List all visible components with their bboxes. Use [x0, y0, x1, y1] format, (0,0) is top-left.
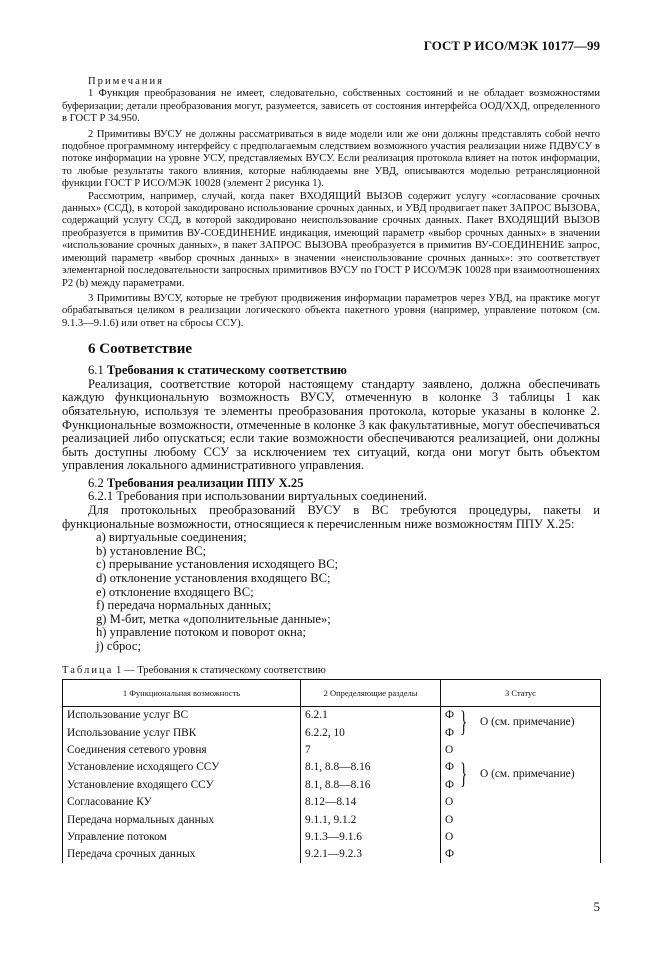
list-item: h) управление потоком и поворот окна; — [96, 625, 306, 640]
sections-cell: 8.1, 8.8—8.16 — [301, 759, 441, 776]
caption-text: 1 — Требования к статическому соответствию — [116, 664, 326, 676]
list-item: g) М-бит, метка «дополнительные данные»; — [96, 611, 331, 626]
table-header-row — [63, 679, 601, 706]
document-header-id: ГОСТ Р ИСО/МЭК 10177—99 — [423, 38, 600, 53]
sections-cell: 8.1, 8.8—8.16 — [301, 776, 441, 793]
notes-block — [62, 76, 600, 330]
status-cell: Ф — [441, 776, 601, 793]
note-2: 2 Примитивы ВУСУ не должны рассматриваться в виде модели или же они должны представлять собой нечто подобное программному интерфейсу с предполагаемым следствием возможного участия реализации ниже ПДВУСУ в потоке информации на уровне УСУ, представляемых ВУСУ. Если реализация протокола влияет на поток информации, то любые результаты такого влияния, которые наблюдаемы вне УВД, описываются моделью ретрансляционной функции ГОСТ Р ИСО/МЭК 10028 (элемент 2 рисунка 1). — [62, 128, 600, 190]
note-1: 1 Функция преобразования не имеет, следовательно, собственных состояний и не обладает возможностями буферизации; детали преобразования могут, разумеется, зависеть от состояния интерфейса ООД/ХХД, определенного в ГОСТ Р 34.950. — [62, 88, 600, 125]
capability-cell: Соединения сетевого уровня — [63, 741, 301, 758]
list-item: j) сброс; — [96, 639, 141, 653]
caption-label: Таблица — [62, 664, 114, 676]
note-3: 3 Примитивы ВУСУ, которые не требуют продвижения информации параметров через УВД, на практике могут обрабатываться целиком в реализации логического объекта пакетного уровня (например, управление потоком (см. 9.1.3—9.1.6) или ответ на сбросы ССУ). — [62, 292, 600, 329]
capability-cell: Согласование КУ — [63, 794, 301, 811]
subsection-6-2-heading — [62, 477, 600, 491]
status-cell: Ф — [441, 846, 601, 863]
subsection-6-1-text: Реализация, соответствие которой настоящему стандарту заявлено, должна обеспечивать каждую функциональную возможность ВУСУ, отмеченную в колонке 3 таблицы 1 как обязательную, используя те элементы преобразования протокола, которые указаны в колонке 2. Функциональные возможности, отмеченные в колонке 3 как факультативные, могут обеспечиваться реализацией либо опускаться; если такие возможности обеспечиваются реализацией, они должны быть доступны любому ССУ за исключением тех ситуаций, когда они могут быть объектом управления локального административного управления. — [62, 376, 600, 473]
list-item: d) отклонение установления входящего ВС; — [96, 571, 331, 586]
subsection-6-2-1: 6.2.1 Требования при использовании виртуальных соединений. — [88, 489, 427, 504]
list-item: f) передача нормальных данных; — [96, 598, 272, 613]
status-cell: О — [441, 811, 601, 828]
subsection-title: Требования реализации ППУ X.25 — [106, 475, 304, 490]
notes-title: Примечания — [88, 76, 164, 87]
status-cell: Ф — [441, 706, 601, 724]
column-header: 1 Функциональная возможность — [63, 679, 301, 706]
capability-cell: Использование услуг ВС — [63, 706, 301, 724]
sections-cell: 9.1.3—9.1.6 — [301, 828, 441, 845]
subsection-6-2-1-text: Для протокольных преобразований ВУСУ в ВС требуются процедуры, пакеты и функциональные возможности, относящиеся к перечисленным ниже возможностям ППУ X.25: — [62, 503, 600, 531]
subsection-title: Требования к статическому соответствию — [106, 363, 347, 378]
group-note-1: О (см. примечание) — [480, 715, 575, 728]
status-cell: О — [441, 828, 601, 845]
list-item: b) установление ВС; — [96, 543, 206, 558]
note-2-example: Рассмотрим, например, случай, когда пакет ВХОДЯЩИЙ ВЫЗОВ содержит услугу «согласование срочных данных» (ССД), в которой закодировано использование срочных данных, и УВД продвигает пакет ЗАПРОС ВЫЗОВА, содержащий услугу ССД, в которой закодировано неиспользование срочных данных. Пакет ВХОДЯЩИЙ ВЫЗОВ преобразуется в примитив ВУ-СОЕДИНЕНИЕ индикация, имеющий параметр «выбор срочных данных» в значении «использование срочных данных», в пакет ЗАПРОС ВЫЗОВА преобразуется в примитив ВУ-СОЕДИНЕНИЕ запрос, имеющий параметр «выбор срочных данных» в значении «неиспользование срочных данных»: это соответствует элементарной последовательности запросных примитивов ВУСУ по ГОСТ Р ИСО/МЭК 10028 при взаимоотношениях P2 (b) между параметрами. — [62, 190, 600, 289]
list-item: e) отклонение входящего ВС; — [96, 584, 254, 599]
table-caption — [62, 664, 600, 677]
sections-cell: 9.1.1, 9.1.2 — [301, 811, 441, 828]
section-heading: 6 Соответствие — [88, 341, 192, 358]
capability-list — [62, 531, 600, 653]
requirements-table — [62, 679, 600, 864]
sections-cell: 9.2.1—9.2.3 — [301, 846, 441, 863]
table-row — [63, 811, 601, 828]
subsection-number: 6.1 — [88, 363, 104, 378]
column-header: 2 Определяющие разделы — [301, 679, 441, 706]
capability-cell: Управление потоком — [63, 828, 301, 845]
status-cell: О — [441, 741, 601, 758]
subsection-6-1-heading — [62, 364, 600, 378]
capability-cell: Установление исходящего ССУ — [63, 759, 301, 776]
capability-cell: Использование услуг ПВК — [63, 724, 301, 741]
brace-group-2: } — [460, 756, 468, 790]
status-cell: Ф — [441, 724, 601, 741]
group-note-2: О (см. примечание) — [480, 767, 575, 780]
sections-cell: 7 — [301, 741, 441, 758]
brace-group-1: } — [460, 704, 468, 738]
page-number: 5 — [593, 899, 600, 915]
sections-cell: 8.12—8.14 — [301, 794, 441, 811]
capability-cell: Передача срочных данных — [63, 846, 301, 863]
table-row — [63, 794, 601, 811]
list-item: a) виртуальные соединения; — [96, 530, 247, 545]
sections-cell: 6.2.2, 10 — [301, 724, 441, 741]
table-row — [63, 741, 601, 758]
table-row — [63, 846, 601, 863]
section-6 — [62, 340, 600, 653]
table-row — [63, 828, 601, 845]
list-item: c) прерывание установления исходящего ВС; — [96, 557, 339, 572]
sections-cell: 6.2.1 — [301, 706, 441, 724]
capability-cell: Установление входящего ССУ — [63, 776, 301, 793]
column-header: 3 Статус — [441, 679, 601, 706]
subsection-number: 6.2 — [88, 475, 104, 490]
status-cell: О — [441, 794, 601, 811]
status-cell: Ф — [441, 759, 601, 776]
capability-cell: Передача нормальных данных — [63, 811, 301, 828]
